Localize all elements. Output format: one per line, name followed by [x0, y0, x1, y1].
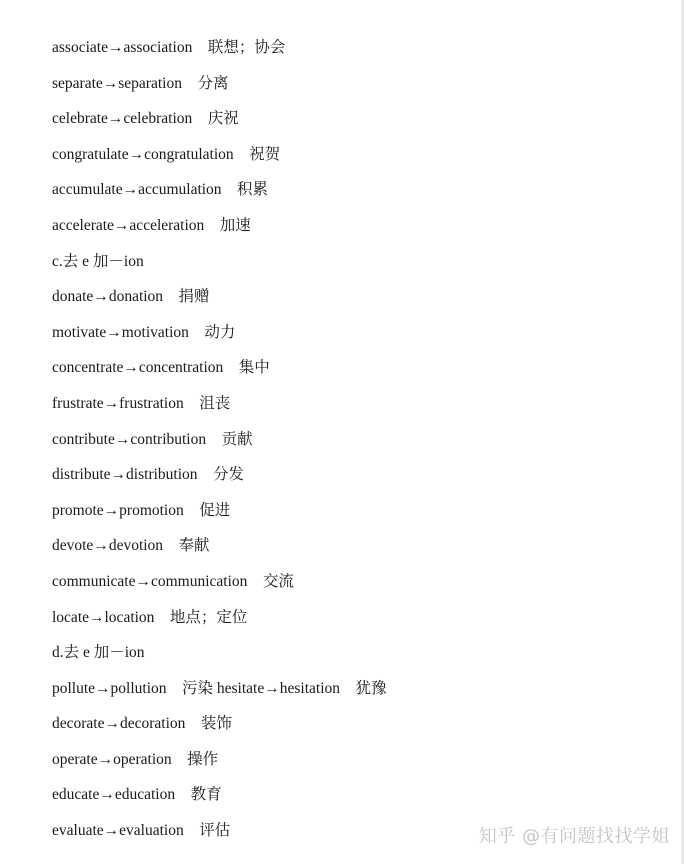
word-line: associate→association 联想；协会 — [52, 39, 286, 56]
word-line: evaluate→evaluation 评估 — [52, 822, 231, 840]
word-line: distribute→distribution 分发 — [52, 466, 245, 484]
word-line: motivate→motivation 动力 — [52, 323, 236, 341]
section-heading: d.去 e 加－ion — [52, 644, 145, 662]
word-line: frustrate→frustration 沮丧 — [52, 394, 231, 412]
word-line: pollute→pollution 污染 hesitate→hesitation 犹豫 — [52, 679, 387, 697]
word-line: operate→operation 操作 — [52, 750, 219, 768]
word-line: decorate→decoration 装饰 — [52, 715, 232, 733]
word-line: celebrate→celebration 庆祝 — [52, 110, 239, 128]
word-line: contribute→contribution 贡献 — [52, 430, 253, 448]
section-heading: c.去 e 加－ion — [52, 252, 144, 270]
word-line: locate→location 地点；定位 — [52, 608, 248, 626]
word-line: concentrate→concentration 集中 — [52, 359, 270, 377]
word-line: educate→education 教育 — [52, 786, 222, 804]
word-line: devote→devotion 奉献 — [52, 537, 210, 555]
watermark: 知乎 @有问题找找学姐 — [478, 826, 670, 847]
word-line: congratulate→congratulation 祝贺 — [52, 145, 281, 163]
word-line: accumulate→accumulation 积累 — [52, 181, 269, 199]
word-line: donate→donation 捐赠 — [52, 288, 210, 306]
word-line: accelerate→acceleration 加速 — [52, 216, 251, 234]
word-list — [52, 30, 652, 849]
word-line: communicate→communication 交流 — [52, 572, 294, 590]
word-line: separate→separation 分离 — [52, 74, 229, 92]
word-line: promote→promotion 促进 — [52, 501, 231, 519]
